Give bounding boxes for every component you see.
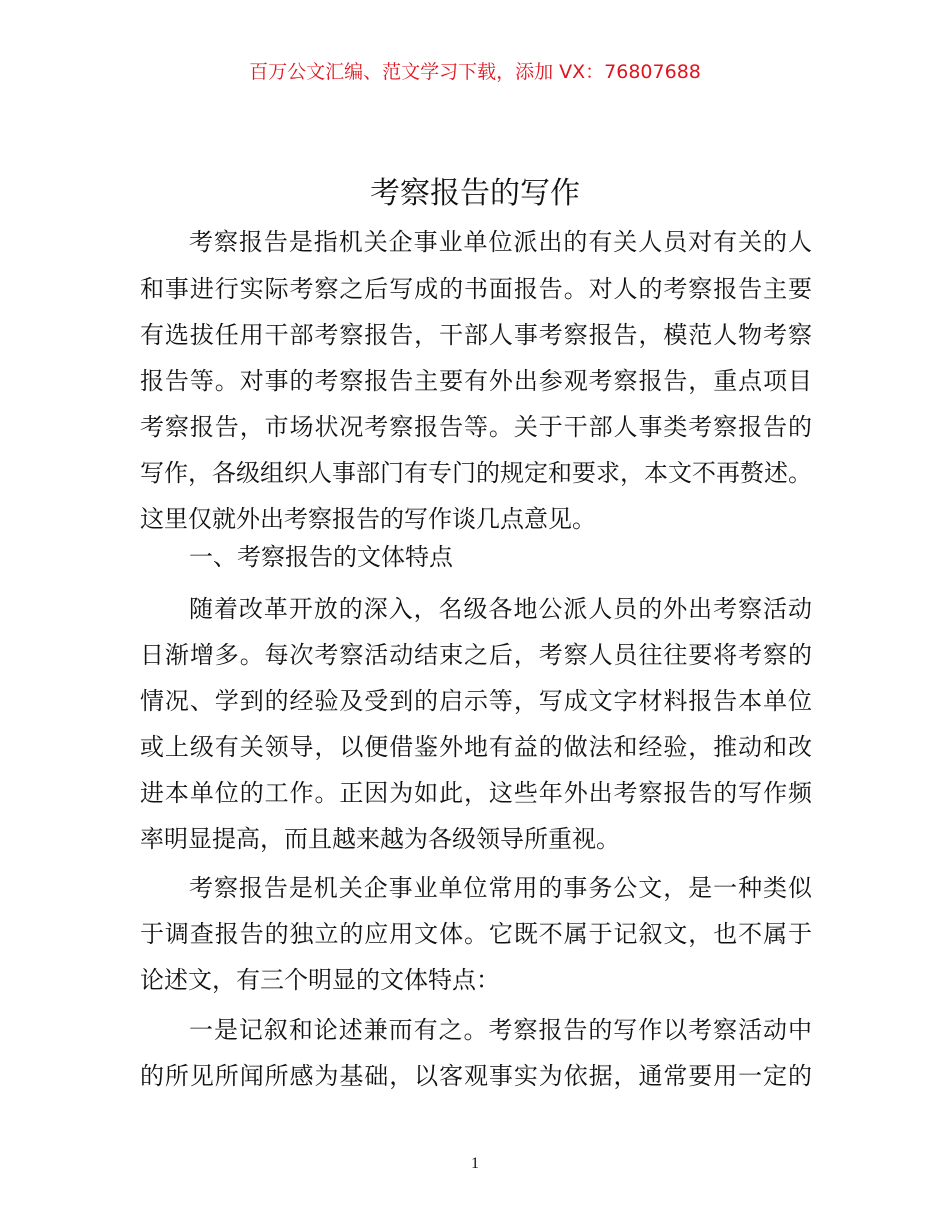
paragraph-line: 有选拔任用干部考察报告，干部人事考察报告，模范人物考察	[140, 321, 812, 349]
paragraph-line: 报告等。对事的考察报告主要有外出参观考察报告，重点项目	[140, 367, 812, 395]
paragraph-line: 这里仅就外出考察报告的写作谈几点意见。	[140, 505, 596, 533]
section-heading: 一、考察报告的文体特点	[189, 543, 453, 571]
paragraph-line: 率明显提高，而且越来越为各级领导所重视。	[140, 825, 620, 853]
paragraph-line: 情况、学到的经验及受到的启示等，写成文字材料报告本单位	[140, 687, 812, 715]
page-number: 1	[471, 1155, 479, 1172]
watermark-header: 百万公文汇编、范文学习下载，添加 VX：76807688	[249, 61, 701, 83]
paragraph-line: 和事进行实际考察之后写成的书面报告。对人的考察报告主要	[140, 275, 812, 303]
document-title: 考察报告的写作	[370, 176, 580, 211]
paragraph-line: 的所见所闻所感为基础，以客观事实为依据，通常要用一定的	[140, 1062, 812, 1090]
paragraph-line: 考察报告是机关企事业单位常用的事务公文，是一种类似	[189, 874, 812, 902]
paragraph-line: 写作，各级组织人事部门有专门的规定和要求，本文不再赘述。	[140, 459, 812, 487]
paragraph-line: 考察报告，市场状况考察报告等。关于干部人事类考察报告的	[140, 413, 812, 441]
paragraph-line: 一是记叙和论述兼而有之。考察报告的写作以考察活动中	[189, 1016, 812, 1044]
paragraph-line: 或上级有关领导，以便借鉴外地有益的做法和经验，推动和改	[140, 733, 812, 761]
paragraph-line: 进本单位的工作。正因为如此，这些年外出考察报告的写作频	[140, 779, 812, 807]
paragraph-line: 于调查报告的独立的应用文体。它既不属于记叙文，也不属于	[140, 920, 812, 948]
paragraph-line: 论述文，有三个明显的文体特点：	[140, 966, 500, 994]
paragraph-line: 考察报告是指机关企事业单位派出的有关人员对有关的人	[189, 228, 812, 256]
paragraph-line: 日渐增多。每次考察活动结束之后，考察人员往往要将考察的	[140, 641, 812, 669]
paragraph-line: 随着改革开放的深入，名级各地公派人员的外出考察活动	[189, 595, 812, 623]
